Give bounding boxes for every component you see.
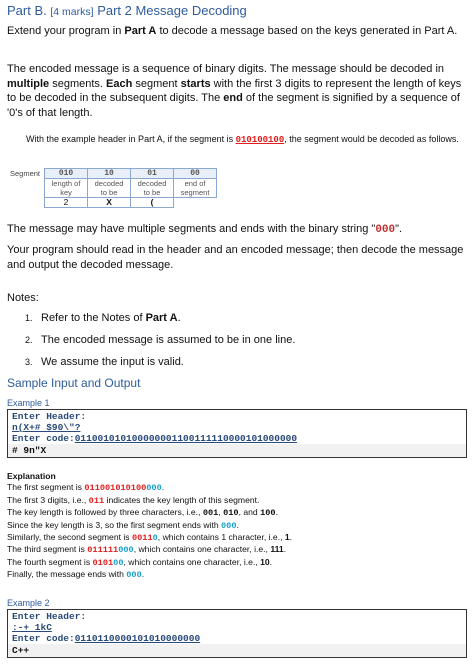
section-heading: [7, 3, 247, 20]
intro-paragraph-2: The encoded message is a sequence of binary digits. The message should be decoded in multiple segments. Each segment starts with the first 3 digits to represent the length of keys to be decoded in the subsequent digits. The end of the segment is signified by a sequence of '0's of that length.: [7, 63, 462, 119]
console-code-line: Enter code:011001010100000001100111110000101000000: [12, 433, 298, 444]
segment-cell: end of: [174, 179, 217, 189]
console-prompt: Enter Header:: [12, 611, 87, 622]
segment-table: [8, 168, 217, 208]
segment-cell: to be: [88, 188, 131, 198]
sample-title: Sample Input and Output: [7, 376, 141, 390]
paragraph-3: The message may have multiple segments and ends with the binary string "000".: [7, 223, 403, 236]
segment-cell: 2: [45, 198, 88, 208]
segment-cell: key: [45, 188, 88, 198]
segment-cell: to be: [131, 188, 174, 198]
explanation-line: The third segment is 011111000, which contains one character, i.e., 111.: [7, 544, 287, 556]
example-note: With the example header in Part A, if the segment is 010100100, the segment would be decoded as follows.: [26, 134, 459, 145]
explanation-title: Explanation: [7, 471, 56, 481]
explanation-line: The first 3 digits, i.e., 011 indicates the key length of this segment.: [7, 494, 260, 506]
example-2-label: Example 2: [7, 598, 50, 608]
segment-cell: decoded: [131, 179, 174, 189]
section-title: Part 2 Message Decoding: [97, 3, 247, 18]
explanation-line: Since the key length is 3, so the first segment ends with 000.: [7, 519, 239, 531]
explanation-line: Similarly, the second segment is 00110, which contains 1 character, i.e., 1.: [7, 532, 293, 544]
segment-header-cell: 10: [88, 169, 131, 179]
console-output: # 9n"X: [8, 444, 466, 457]
note-item: 1. Refer to the Notes of Part A.: [25, 312, 181, 324]
explanation-line: The first segment is 011001010100000.: [7, 482, 165, 494]
segment-cell: decoded: [88, 179, 131, 189]
console-prompt: Enter Header:: [12, 411, 87, 422]
segment-label: Segment: [10, 168, 41, 178]
segment-cell: length of: [45, 179, 88, 189]
notes-title: Notes:: [7, 292, 39, 304]
explanation-line: Finally, the message ends with 000.: [7, 569, 145, 581]
example-1-console: [7, 409, 467, 458]
segment-header-cell: 00: [174, 169, 217, 179]
console-input: n(X+# $90\"?: [12, 422, 81, 433]
explanation-line: The fourth segment is 010100, which contains one character, i.e., 10.: [7, 556, 273, 568]
segment-header-cell: 01: [131, 169, 174, 179]
intro-paragraph-1: Extend your program in Part A to decode a message based on the keys generated in Part A.: [7, 25, 458, 37]
part-label: Part B.: [7, 3, 47, 18]
notes-list: [7, 307, 295, 373]
console-input: :-+ 1kC: [12, 622, 52, 633]
note-item: 2. The encoded message is assumed to be in one line.: [25, 334, 296, 346]
console-code-line: Enter code:0110110000101010000000: [12, 633, 201, 644]
explanation-line: The key length is followed by three characters, i.e., 001, 010, and 100.: [7, 507, 278, 519]
explanation-block: [7, 471, 467, 582]
segment-header-cell: 010: [45, 169, 88, 179]
example-1-label: Example 1: [7, 398, 50, 408]
console-output: C++: [8, 644, 466, 657]
segment-cell: (: [131, 198, 174, 208]
segment-cell: segment: [174, 188, 217, 198]
segment-cell: X: [88, 198, 131, 208]
example-2-console: [7, 609, 467, 658]
paragraph-4: Your program should read in the header and an encoded message; then decode the message and output the decoded message.: [7, 244, 464, 271]
segment-cell-empty: [174, 198, 217, 208]
note-item: 3. We assume the input is valid.: [25, 356, 184, 368]
marks-label: [4 marks]: [50, 6, 94, 18]
